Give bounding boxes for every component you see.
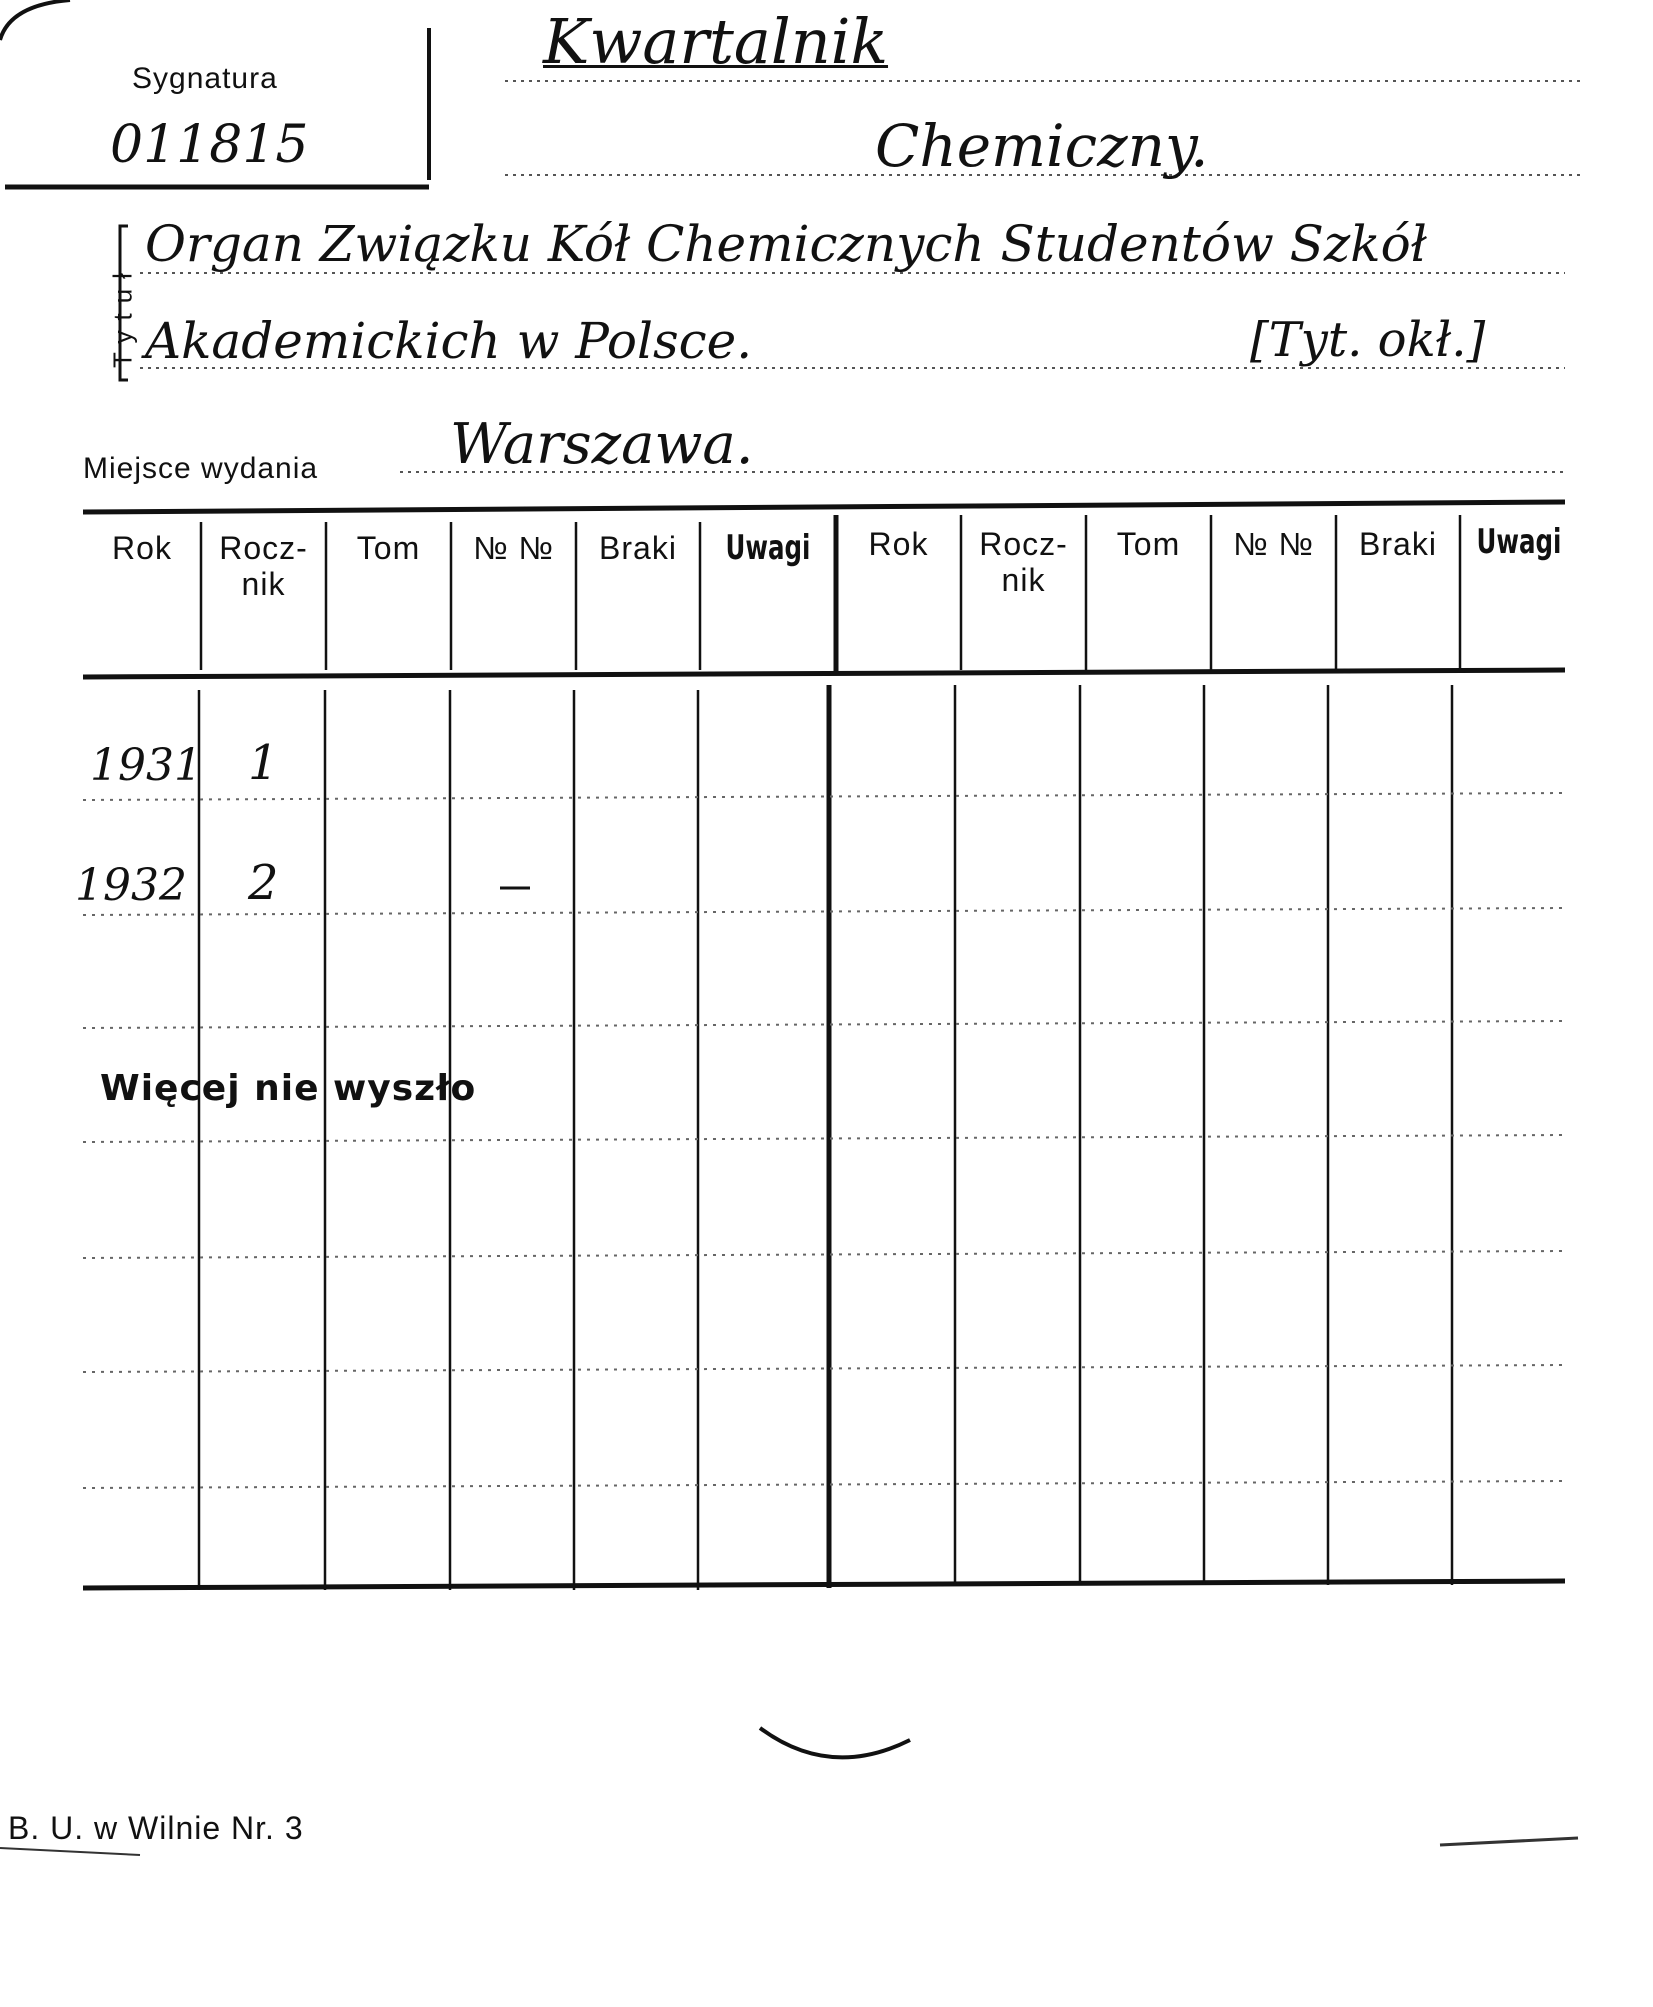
- subtitle-line-2: Akademickich w Polsce.: [145, 312, 753, 370]
- header-numery: № №: [473, 530, 554, 566]
- stamp-no-more-issues: Więcej nie wyszło: [100, 1068, 477, 1109]
- header-tom: Tom: [356, 530, 421, 566]
- subtitle-line-1: Organ Związku Kół Chemicznych Studentów Szkół: [145, 215, 1427, 273]
- header-uwagi: Uwagi: [725, 528, 811, 568]
- header-rocznik: Rocz- nik: [219, 530, 308, 602]
- header-rok-2: Rok: [868, 526, 929, 562]
- title-line-2: Chemiczny.: [875, 112, 1209, 180]
- place-value: Warszawa.: [450, 412, 754, 477]
- subtitle-note: [Tyt. okł.]: [1250, 312, 1486, 368]
- header-numery-2: № №: [1233, 526, 1314, 562]
- signature-value: 011815: [110, 115, 309, 175]
- title-line-1: Kwartalnik: [543, 5, 889, 78]
- header-uwagi-2: Uwagi: [1476, 522, 1562, 562]
- header-braki: Braki: [599, 530, 677, 566]
- signature-label: Sygnatura: [132, 62, 278, 95]
- header-tom-2: Tom: [1116, 526, 1181, 562]
- row-rocznik: 2: [248, 855, 279, 911]
- header-braki-2: Braki: [1359, 526, 1437, 562]
- row-rok: 1932: [75, 860, 187, 911]
- place-label: Miejsce wydania: [83, 452, 319, 485]
- row-rok: 1931: [90, 740, 202, 791]
- footer-library-mark: B. U. w Wilnie Nr. 3: [8, 1810, 304, 1846]
- header-rocznik-2: Rocz- nik: [979, 526, 1068, 598]
- row-rocznik: 1: [248, 735, 279, 791]
- tytul-vertical-label: Tytuł: [107, 263, 138, 368]
- header-rok: Rok: [112, 530, 172, 566]
